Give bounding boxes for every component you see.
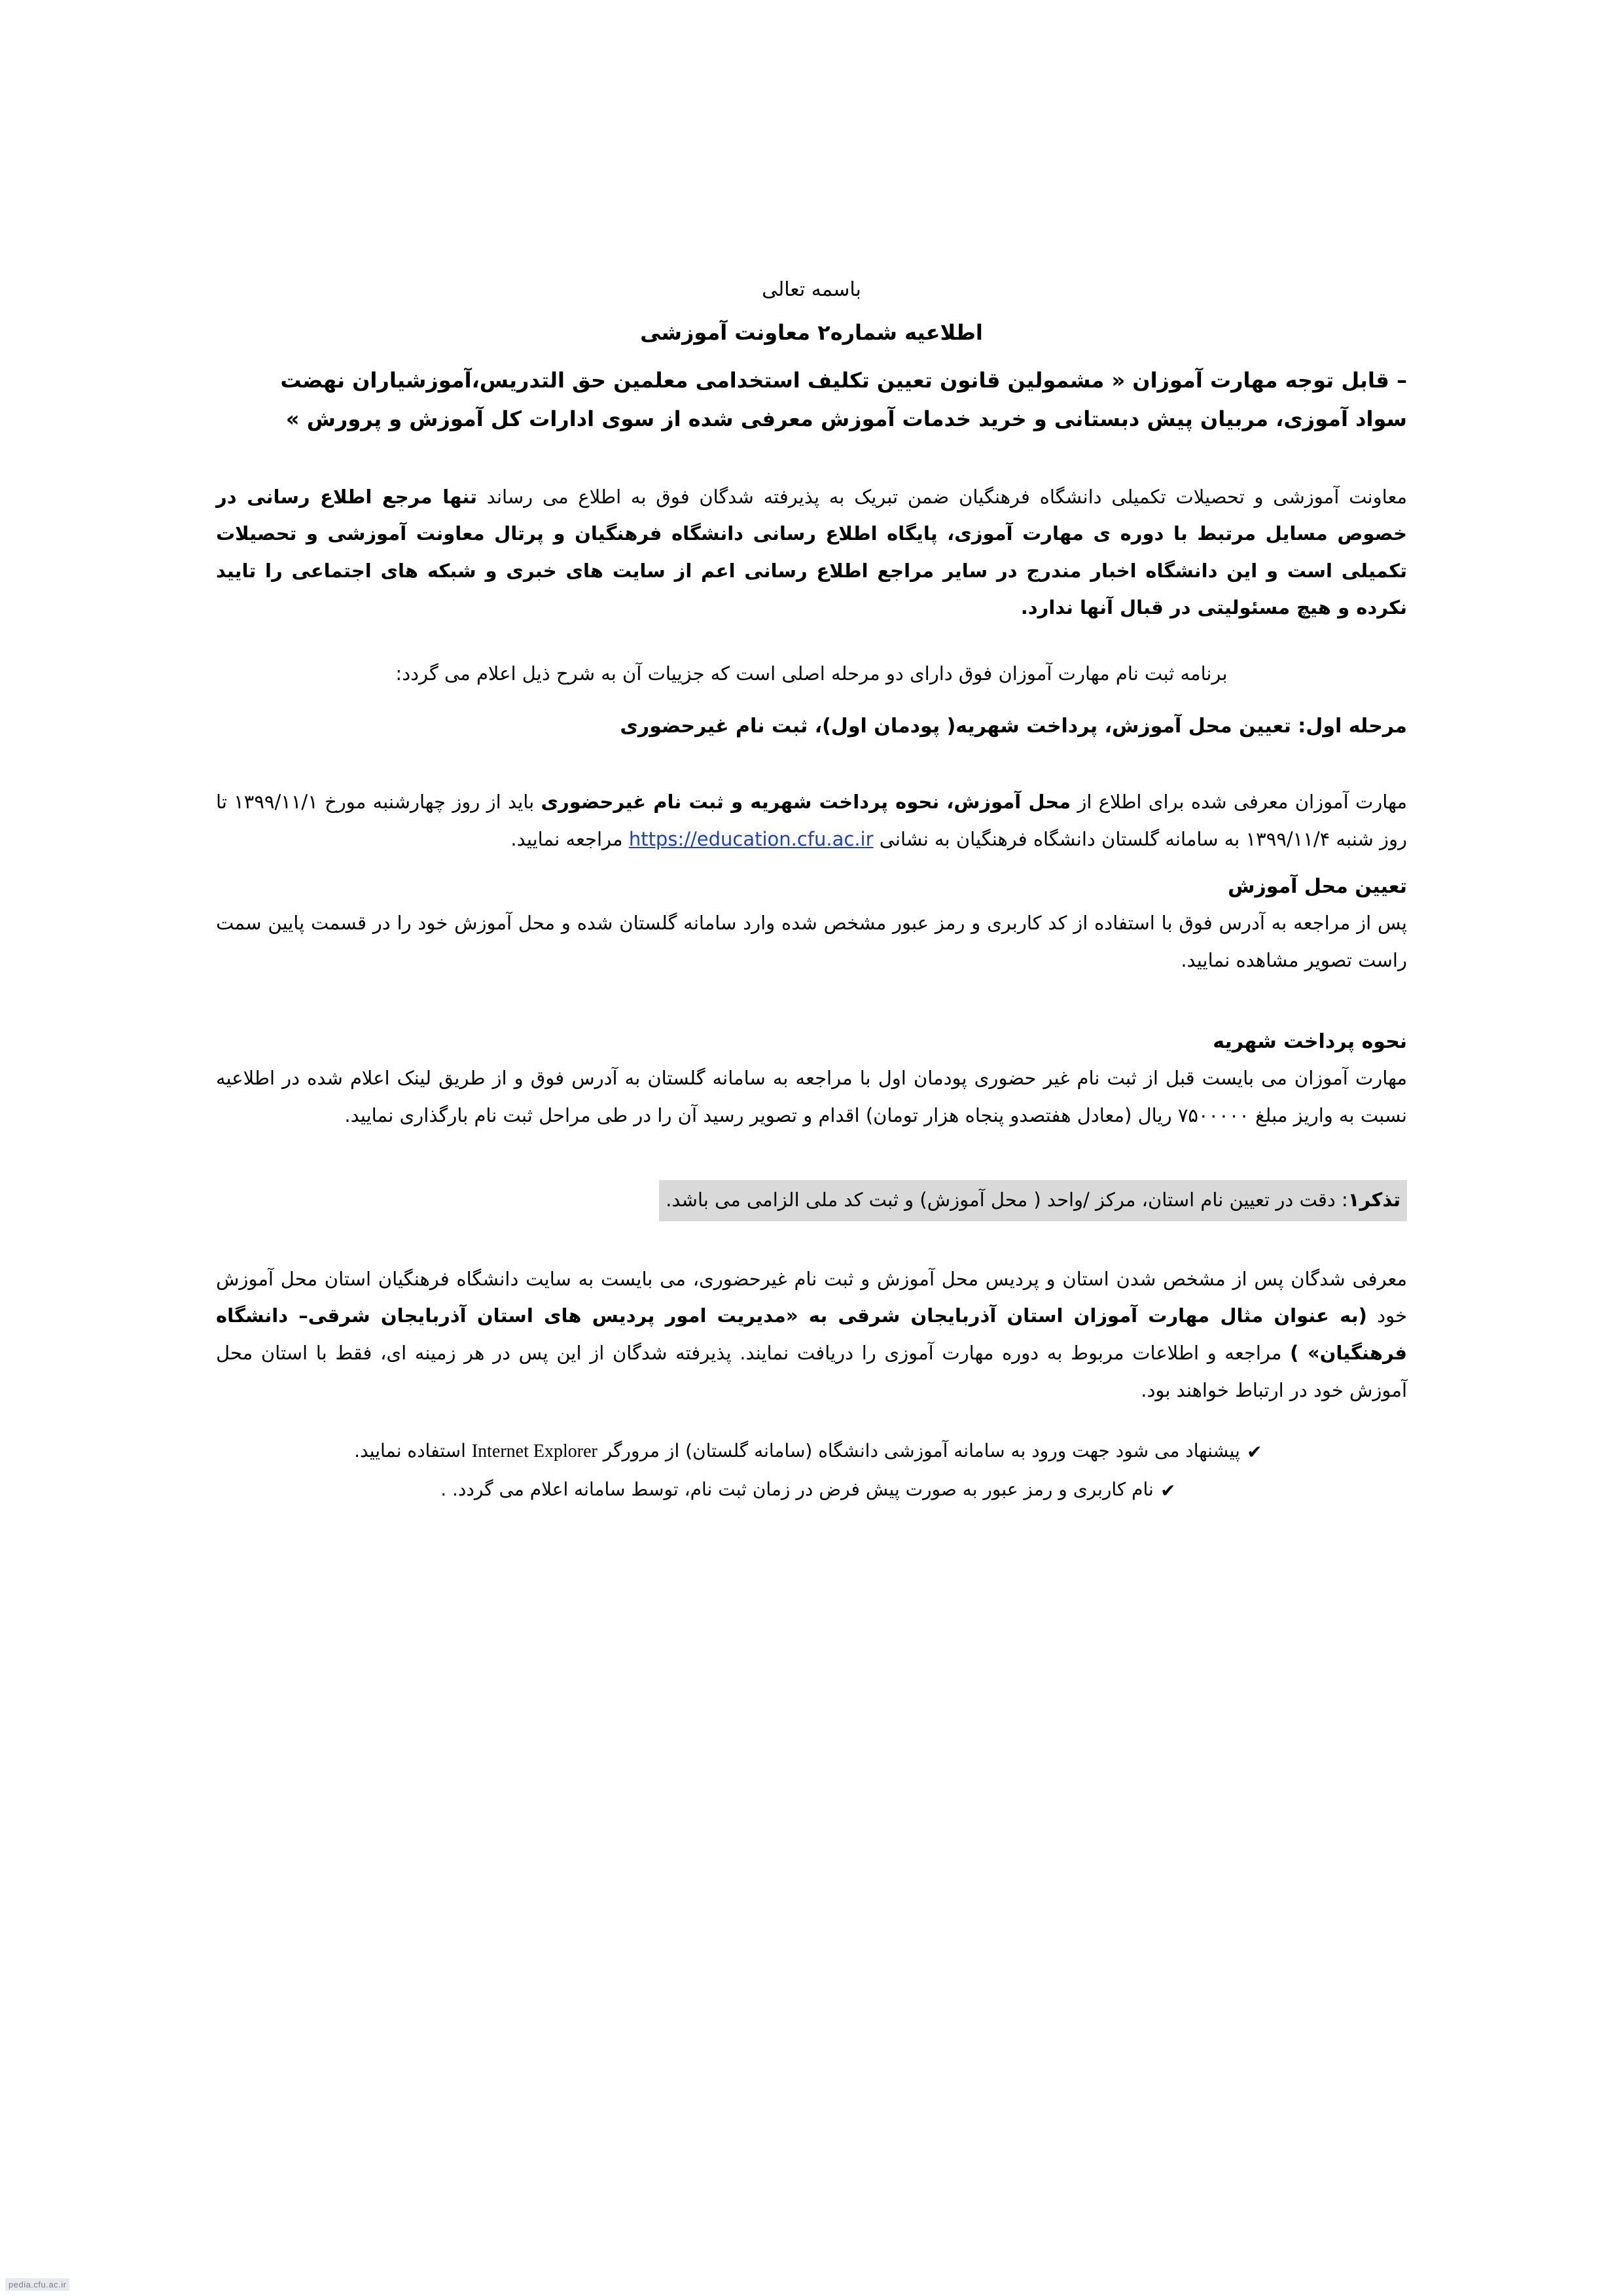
document-subtitle-line-2: سواد آموزی، مربیان پیش دبستانی و خرید خدمات آموزش معرفی شده از سوی ادارات کل آموزش و پرورش » [285, 406, 1407, 432]
stage-one-heading: مرحله اول: تعیین محل آموزش، پرداخت شهریه( پودمان اول)، ثبت نام غیرحضوری [620, 715, 1407, 738]
list-item-text [440, 1472, 1154, 1507]
credentials-tip-text: نام کاربری و رمز عبور به صورت پیش فرض در زمان ثبت نام، توسط سامانه اعلام می گردد. . [440, 1479, 1154, 1501]
document-title: اطلاعیه شماره۲ معاونت آموزشی [640, 320, 983, 345]
intro-paragraph-bold: تنها مرجع اطلاع رسانی در خصوص مسایل مرتبط با دوره ی مهارت آموزی، پایگاه اطلاع رسانی دانشگاه فرهنگیان و پرتال معاونت آموزشی و تحصیلات تکمیلی است و این دانشگاه اخبار مندرج در سایر مراجع اطلاع رسانی اعم از سایت های خبری و شبکه های اجتماعی را تایید نکرده و هیچ مسئولیتی در قبال آنها ندارد. [216, 485, 1407, 619]
document-subtitle-line-1: – قابل توجه مهارت آموزان « مشمولین قانون تعیین تکلیف استخدامی معلمین حق التدریس،آموزشیاران نهضت [280, 368, 1407, 393]
list-item [216, 1472, 1407, 1508]
province-site-text-a: معرفی شدگان پس از مشخص شدن استان و پردیس محل آموزش و ثبت نام غیرحضوری، می بایست به سایت دانشگاه فرهنگیان استان محل آموزش خود [216, 1267, 1407, 1327]
list-item [216, 1433, 1407, 1469]
check-icon: ✔ [1247, 1441, 1262, 1463]
stage-one-text-bold: محل آموزش، نحوه پرداخت شهریه و ثبت نام غیرحضوری [541, 791, 1071, 814]
province-site-text-c: مراجعه و اطلاعات مربوط به دوره مهارت آموزی را دریافت نمایند. پذیرفته شدگان از این پس در هر زمینه ای، فقط با استان محل آموزش خود در ارتباط خواهند بود. [216, 1341, 1407, 1401]
education-portal-link[interactable]: https://education.cfu.ac.ir [628, 827, 874, 850]
intro-paragraph-normal: معاونت آموزشی و تحصیلات تکمیلی دانشگاه فرهنگیان ضمن تبریک به پذیرفته شدگان فوق به اطلاع می رساند [477, 485, 1407, 508]
note-1-text: : دقت در تعیین نام استان، مرکز /واحد ( محل آموزش) و ثبت کد ملی الزامی می باشد. [666, 1188, 1348, 1211]
payment-heading: نحوه پرداخت شهریه [1213, 1030, 1407, 1054]
stage-one-paragraph [216, 783, 1407, 857]
intro-paragraph [216, 478, 1407, 626]
training-place-paragraph: پس از مراجعه به آدرس فوق با استفاده از کد کاربری و رمز عبور مشخص شده وارد سامانه گلستان شده و محل آموزش خود را در قسمت پایین سمت راست تصویر مشاهده نمایید. [216, 912, 1407, 971]
basmala-line: باسمه تعالی [762, 278, 861, 301]
document-body [216, 275, 1407, 1511]
stage-one-text-a: مهارت آموزان معرفی شده برای اطلاع از [1071, 791, 1407, 814]
check-icon: ✔ [1160, 1480, 1176, 1502]
payment-paragraph: مهارت آموزان می بایست قبل از ثبت نام غیر حضوری پودمان اول با مراجعه به سامانه گلستان به آدرس فوق و از طریق لینک اعلام شده در اطلاعیه نسبت به واریز مبلغ ۷۵۰۰۰۰۰ ریال (معادل هفتصدو پنجاه هزار تومان) اقدام و تصویر رسید آن را در طی مراحل ثبت نام بارگذاری نمایید. [216, 1067, 1407, 1127]
browser-name: Internet Explorer [471, 1441, 597, 1462]
program-overview-paragraph: برنامه ثبت نام مهارت آموزان فوق دارای دو مرحله اصلی است که جزییات آن به شرح ذیل اعلام می گردد: [395, 662, 1228, 685]
note-1-box [659, 1180, 1407, 1221]
stage-one-text-c: باید از روز چهارشنبه مورخ ۱۳۹۹/۱۱/۱ تا روز شنبه ۱۳۹۹/۱۱/۴ به سامانه گلستان دانشگاه فرهنگیان به نشانی [216, 791, 1407, 850]
province-site-text-bold: (به عنوان مثال مهارت آموزان استان آذربایجان شرقی به «مدیریت امور پردیس های استان آذربایجان شرقی– دانشگاه فرهنگیان» ) [216, 1304, 1407, 1364]
browser-tip-text-b: استفاده نمایید. [354, 1440, 472, 1462]
watermark-label: pedia.cfu.ac.ir [5, 2278, 69, 2291]
tips-list [216, 1433, 1407, 1508]
note-1-row [216, 1180, 1407, 1221]
training-place-heading: تعیین محل آموزش [1228, 875, 1407, 899]
stage-one-text-d: مراجعه نمایید. [510, 827, 629, 850]
note-1-label: تذکر۱ [1347, 1188, 1400, 1211]
list-item-text [354, 1433, 1240, 1469]
province-site-paragraph [216, 1261, 1407, 1408]
browser-tip-text-a: پیشنهاد می شود جهت ورود به سامانه آموزشی دانشگاه (سامانه گلستان) از مرورگر [597, 1440, 1240, 1462]
